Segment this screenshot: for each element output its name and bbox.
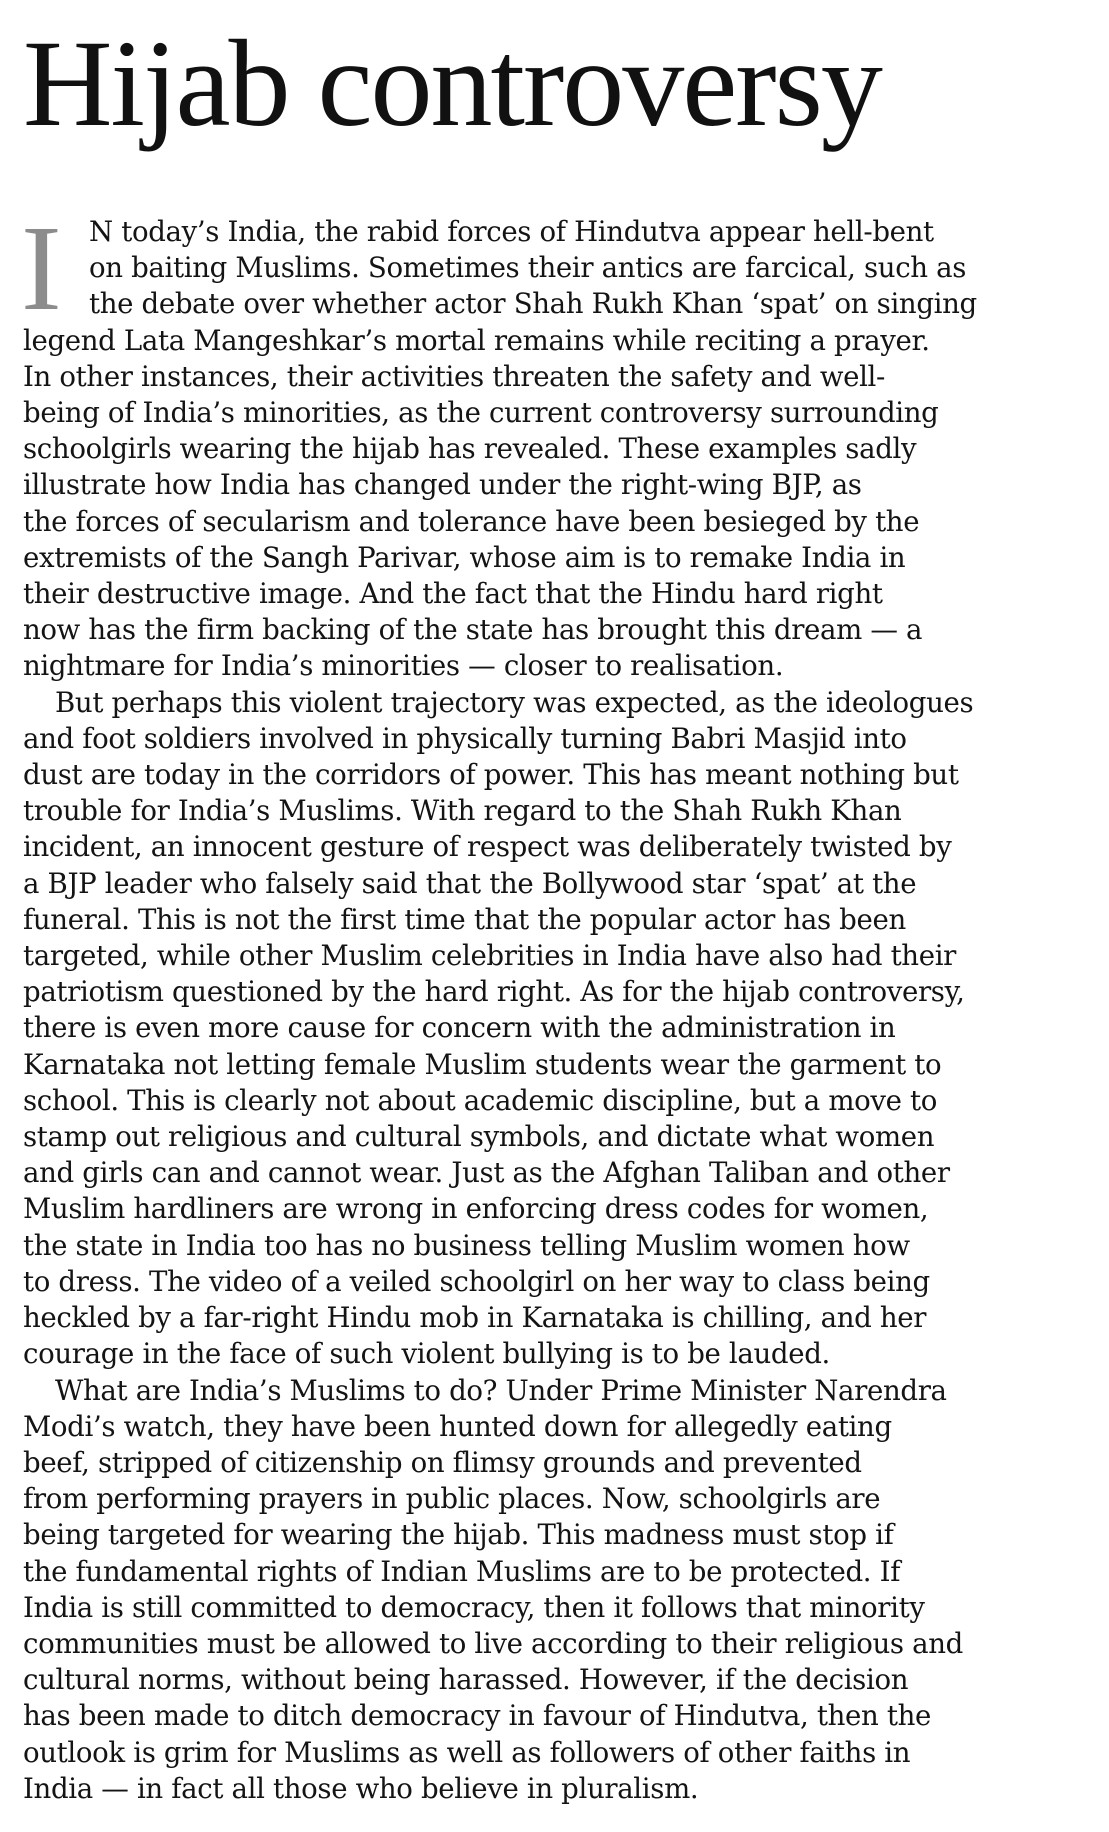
- paragraph-line: funeral. This is not the first time that the popular actor has been: [23, 902, 906, 936]
- paragraph-line: their destructive image. And the fact that the Hindu hard right: [23, 577, 883, 611]
- paragraph-1: [21, 201, 1083, 685]
- paragraph-line: extremists of the Sangh Parivar, whose aim is to remake India in: [23, 540, 906, 574]
- paragraph-line: outlook is grim for Muslims as well as followers of other faiths in: [23, 1735, 911, 1769]
- paragraph-line: illustrate how India has changed under the right-wing BJP, as: [23, 468, 862, 502]
- paragraph-line: legend Lata Mangeshkar’s mortal remains while reciting a prayer.: [23, 323, 930, 357]
- paragraph-line: from performing prayers in public places. Now, schoolgirls are: [23, 1482, 881, 1516]
- paragraph-line: nightmare for India’s minorities — closer to realisation.: [23, 649, 784, 683]
- paragraph-line: and girls can and cannot wear. Just as the Afghan Taliban and other: [23, 1156, 950, 1190]
- paragraph-line: communities must be allowed to live according to their religious and: [23, 1626, 963, 1660]
- paragraph-line: has been made to ditch democracy in favour of Hindutva, then the: [23, 1699, 931, 1733]
- paragraph-line: now has the firm backing of the state has brought this dream — a: [23, 613, 923, 647]
- paragraph-3: [23, 1373, 1083, 1807]
- paragraph-line: to dress. The video of a veiled schoolgirl on her way to class being: [23, 1264, 930, 1298]
- paragraph-line: cultural norms, without being harassed. However, if the decision: [23, 1663, 909, 1697]
- paragraph-line: being of India’s minorities, as the current controversy surrounding: [23, 396, 939, 430]
- paragraph-line: being targeted for wearing the hijab. This madness must stop if: [23, 1518, 894, 1552]
- paragraph-line: targeted, while other Muslim celebrities in India have also had their: [23, 939, 957, 973]
- paragraph-2: [23, 685, 1083, 1373]
- paragraph-line: incident, an innocent gesture of respect was deliberately twisted by: [23, 830, 952, 864]
- paragraph-line: dust are today in the corridors of power. This has meant nothing but: [23, 758, 959, 792]
- paragraph-line: In other instances, their activities threaten the safety and well-: [23, 359, 885, 393]
- paragraph-line: What are India’s Muslims to do? Under Prime Minister Narendra: [55, 1373, 947, 1407]
- paragraph-line: India — in fact all those who believe in pluralism.: [23, 1771, 699, 1805]
- paragraph-line: schoolgirls wearing the hijab has revealed. These examples sadly: [23, 432, 917, 466]
- paragraph-line: and foot soldiers involved in physically turning Babri Masjid into: [23, 721, 907, 755]
- paragraph-line: N today’s India, the rabid forces of Hindutva appear hell-bent: [89, 215, 934, 248]
- paragraph-line: Muslim hardliners are wrong in enforcing dress codes for women,: [23, 1192, 929, 1226]
- paragraph-line: a BJP leader who falsely said that the Bollywood star ‘spat’ at the: [23, 866, 917, 900]
- paragraph-line: stamp out religious and cultural symbols, and dictate what women: [23, 1120, 935, 1154]
- paragraph-line: patriotism questioned by the hard right. As for the hijab controversy,: [23, 975, 965, 1009]
- paragraph-line: the fundamental rights of Indian Muslims are to be protected. If: [23, 1554, 901, 1588]
- paragraph-line: courage in the face of such violent bullying is to be lauded.: [23, 1337, 830, 1371]
- paragraph-line: the forces of secularism and tolerance have been besieged by the: [23, 504, 920, 538]
- paragraph-line: But perhaps this violent trajectory was expected, as the ideologues: [55, 685, 974, 719]
- paragraph-line: trouble for India’s Muslims. With regard to the Shah Rukh Khan: [23, 794, 902, 828]
- paragraph-line: the debate over whether actor Shah Rukh Khan ‘spat’ on singing: [89, 287, 977, 321]
- paragraph-line: Karnataka not letting female Muslim students wear the garment to: [23, 1047, 942, 1081]
- article-body: [21, 201, 1083, 1807]
- drop-cap: I: [21, 201, 62, 336]
- paragraph-line: school. This is clearly not about academic discipline, but a move to: [23, 1083, 938, 1117]
- paragraph-line: beef, stripped of citizenship on flimsy grounds and prevented: [23, 1445, 862, 1479]
- paragraph-line: Modi’s watch, they have been hunted down for allegedly eating: [23, 1409, 892, 1443]
- paragraph-line: there is even more cause for concern with the administration in: [23, 1011, 896, 1045]
- paragraph-line: on baiting Muslims. Sometimes their antics are farcical, such as: [89, 251, 967, 285]
- paragraph-line: the state in India too has no business telling Muslim women how: [23, 1228, 910, 1262]
- paragraph-line: heckled by a far-right Hindu mob in Karnataka is chilling, and her: [23, 1301, 927, 1335]
- headline: Hijab controversy: [23, 15, 881, 152]
- paragraph-line: India is still committed to democracy, then it follows that minority: [23, 1590, 925, 1624]
- editorial-article: [23, 0, 1083, 1807]
